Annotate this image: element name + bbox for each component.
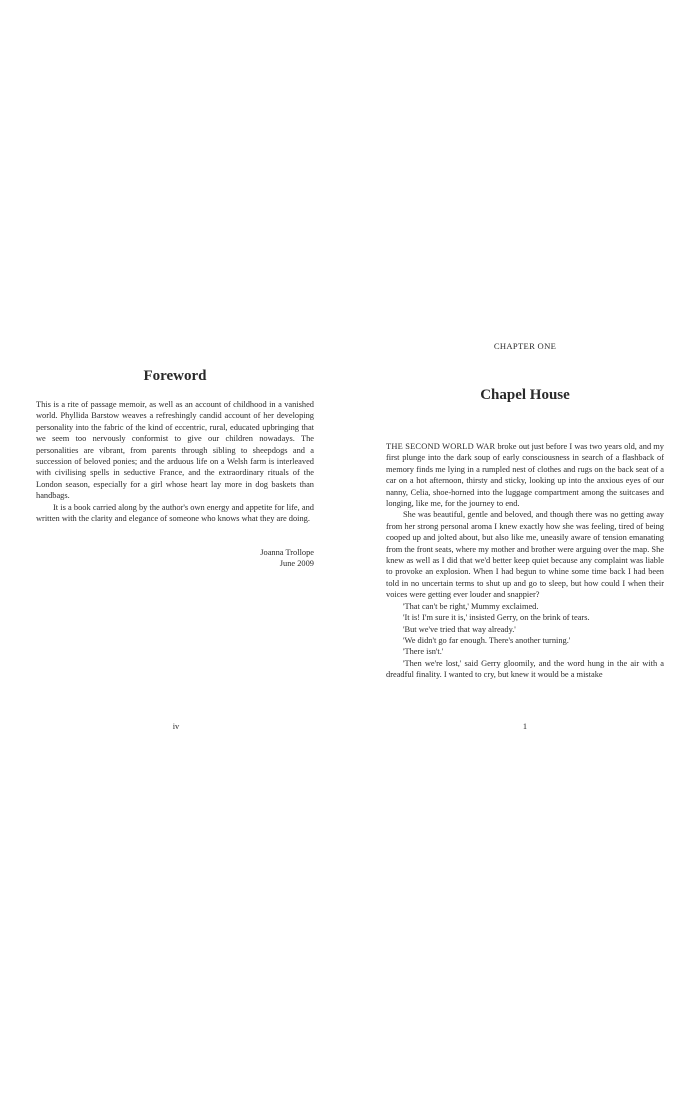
opening-rest: broke out just before I was two years old, and my first plunge into the dark soup of early consciousness in search of a flashback of memory finds me lying in a rumpled nest of clothes and rugs on the back seat of a car on a hot afternoon, thirsty and sticky, looking up into the anxious eyes of our nanny, Celia, shoe-horned into the luggage compartment among the suitcases and longing, like me, for the journey to end.: [386, 442, 664, 509]
foreword-paragraph-2: It is a book carried along by the author's own energy and appetite for life, and written with the clarity and elegance of someone who knows what they are doing.: [36, 502, 314, 524]
chapter-title: Chapel House: [480, 387, 570, 403]
foreword-signature: [36, 547, 314, 570]
foreword-body: [36, 399, 314, 524]
right-page: [350, 0, 700, 1096]
chapter-paragraph-1: [386, 441, 664, 509]
chapter-label: CHAPTER ONE: [493, 341, 557, 351]
dialogue-line: 'It is! I'm sure it is,' insisted Gerry, on the brink of tears.: [403, 613, 590, 623]
dialogue-line: 'We didn't go far enough. There's another turning.': [403, 635, 571, 645]
foreword-paragraph-1: This is a rite of passage memoir, as well as an account of childhood in a vanished world. Phyllida Barstow weaves a refreshingly candid account of her developing personality into the fabric of the kind of eccentric, rural, educated upbringing that we seem too nervously conformist to give our children nowadays. The personalities are vibrant, from parents through sibling to sheepdogs and a succession of beloved ponies; and the arduous life on a Welsh farm is interleaved with civilising spells in seductive France, and the extraordinary rituals of the London season, especially for a girl whose heart lay more in dog baskets than handbags.: [36, 400, 314, 501]
signature-date: June 2009: [279, 559, 314, 569]
chapter-paragraph-2: She was beautiful, gentle and beloved, and though there was no getting away from her strong personal aroma I knew exactly how she was feeling, tired of being cooped up and jolted about, but also like me, uneasily aware of tension emanating from the front seats, where my mother and brother were arguing over the map. She knew as well as I did that we'd better keep quiet because any complaint was liable to provoke an explosion. When I had begun to whine some time back I had been told in no uncertain terms to shut up and go to sleep, but how could I when their voices were getting ever louder and snappier?: [386, 510, 664, 600]
dialogue-line: 'There isn't.': [403, 647, 444, 657]
signature-name: Joanna Trollope: [260, 548, 314, 557]
dialogue-line: 'That can't be right,' Mummy exclaimed.: [403, 601, 539, 611]
page-number-left: iv: [172, 722, 180, 731]
foreword-title: Foreword: [143, 368, 207, 384]
chapter-body: [386, 441, 664, 681]
chapter-paragraph-last: 'Then we're lost,' said Gerry gloomily, and the word hung in the air with a dreadful finality. I wanted to cry, but knew it would be a mistake: [386, 658, 664, 680]
page-number-right: 1: [522, 722, 528, 731]
opening-caps: THE SECOND WORLD WAR: [386, 442, 496, 451]
dialogue-line: 'But we've tried that way already.': [403, 624, 516, 634]
